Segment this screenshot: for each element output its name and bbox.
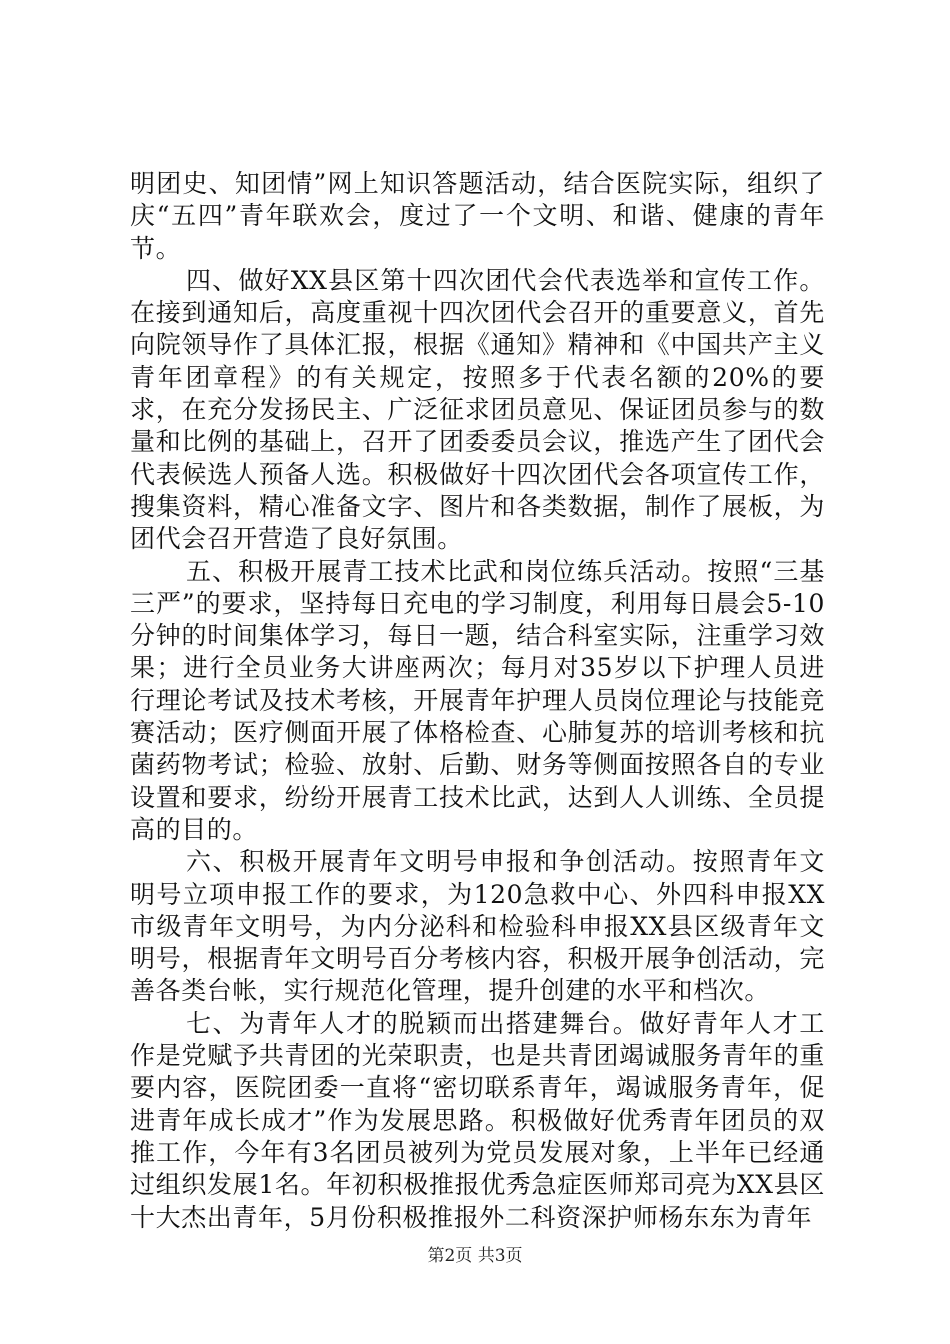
paragraph-section-seven: 七、为青年人才的脱颖而出搭建舞台。做好青年人才工作是党赋予共青团的光荣职责，也是共青团竭诚服务青年的重要内容，医院团委一直将“密切联系青年，竭诚服务青年，促进青年成长成才”作为发展思路。积极做好优秀青年团员的双推工作，今年有3名团员被列为党员发展对象，上半年已经通过组织发展1名。年初积极推报优秀急症医师郑司亮为XX县区十大杰出青年，5月份积极推报外二科资深护师杨东东为青年	[130, 1008, 825, 1232]
paragraph-section-five: 五、积极开展青工技术比武和岗位练兵活动。按照“三基三严”的要求，坚持每日充电的学习制度，利用每日晨会5-10分钟的时间集体学习，每日一题，结合科室实际，注重学习效果；进行全员业务大讲座两次；每月对35岁以下护理人员进行理论考试及技术考核，开展青年护理人员岗位理论与技能竞赛活动；医疗侧面开展了体格检查、心肺复苏的培训考核和抗菌药物考试；检验、放射、后勤、财务等侧面按照各自的专业设置和要求，纷纷开展青工技术比武，达到人人训练、全员提高的目的。	[130, 556, 825, 844]
paragraph-section-four: 四、做好XX县区第十四次团代会代表选举和宣传工作。在接到通知后，高度重视十四次团代会召开的重要意义，首先向院领导作了具体汇报，根据《通知》精神和《中国共产主义青年团章程》的有关规定，按照多于代表名额的20%的要求，在充分发扬民主、广泛征求团员意见、保证团员参与的数量和比例的基础上，召开了团委委员会议，推选产生了团代会代表候选人预备人选。积极做好十四次团代会各项宣传工作，搜集资料，精心准备文字、图片和各类数据，制作了展板，为团代会召开营造了良好氛围。	[130, 265, 825, 554]
page-footer: 第2页 共3页	[427, 1246, 523, 1266]
paragraph-section-six: 六、积极开展青年文明号申报和争创活动。按照青年文明号立项申报工作的要求，为120急救中心、外四科申报XX市级青年文明号，为内分泌科和检验科申报XX县区级青年文明号，根据青年文明号百分考核内容，积极开展争创活动，完善各类台帐，实行规范化管理，提升创建的水平和档次。	[130, 847, 825, 1006]
document-body	[130, 168, 825, 1234]
paragraph-continuation: 明团史、知团情”网上知识答题活动，结合医院实际，组织了庆“五四”青年联欢会，度过了一个文明、和谐、健康的青年节。	[130, 169, 825, 263]
